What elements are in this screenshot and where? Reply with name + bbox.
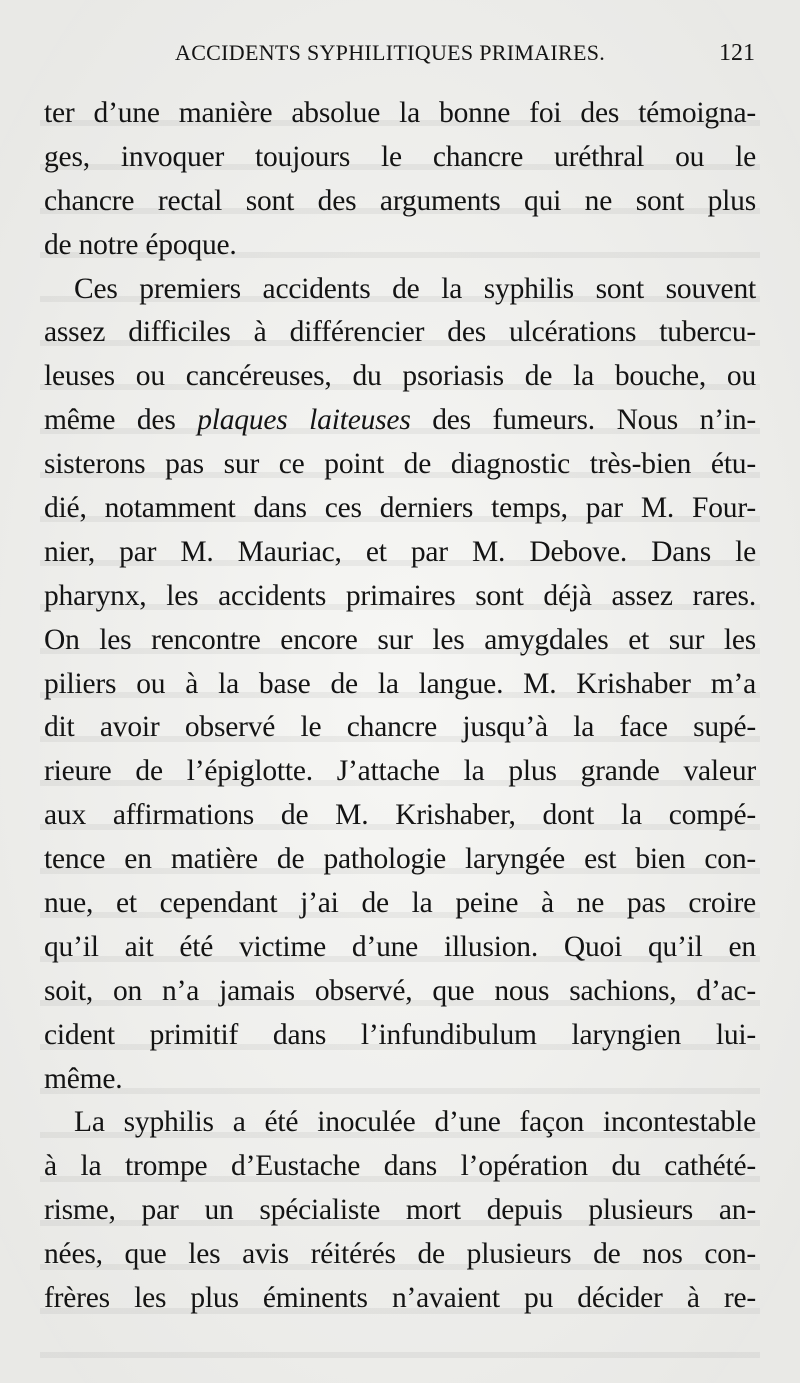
text-line: cident primitif dans l’infundibulum laryngien lui- (44, 1018, 756, 1051)
text-line: de notre époque. (44, 228, 237, 261)
text-line: rieure de l’épiglotte. J’attache la plus grande valeur (44, 755, 756, 788)
text-line: soit, on n’a jamais observé, que nous sachions, d’ac- (44, 974, 756, 1007)
text-line: leuses ou cancéreuses, du psoriasis de la bouche, ou (44, 360, 756, 393)
italic-term: plaques laiteuses (197, 404, 411, 437)
text-line: risme, par un spécialiste mort depuis plusieurs an- (44, 1194, 756, 1227)
text-line: tence en matière de pathologie laryngée est bien con- (44, 843, 756, 876)
text-line: On les rencontre encore sur les amygdales et sur les (44, 623, 756, 656)
running-title: ACCIDENTS SYPHILITIQUES PRIMAIRES. (175, 40, 606, 65)
text-line: aux affirmations de M. Krishaber, dont la compé- (44, 799, 756, 832)
paragraph-1 (44, 92, 756, 268)
paragraph-2 (44, 268, 756, 1102)
text-segment: même des (44, 404, 198, 437)
text-line: même. (44, 1062, 123, 1095)
text-line: nées, que les avis réitérés de plusieurs de nos con- (44, 1238, 756, 1271)
paragraph-3 (44, 1101, 756, 1320)
text-line: dit avoir observé le chancre jusqu’à la face supé- (44, 711, 756, 744)
text-line: La syphilis a été inoculée d’une façon incontestable (74, 1106, 756, 1139)
text-line: dié, notamment dans ces derniers temps, par M. Four- (44, 492, 756, 525)
text-line: nue, et cependant j’ai de la peine à ne pas croire (44, 887, 756, 920)
text-line: assez difficiles à différencier des ulcérations tubercu- (44, 316, 756, 349)
body-text (44, 92, 756, 1321)
text-line: qu’il ait été victime d’une illusion. Quoi qu’il en (44, 930, 756, 963)
text-line: sisterons pas sur ce point de diagnostic très-bien étu- (44, 448, 756, 481)
text-line: piliers ou à la base de la langue. M. Krishaber m’a (44, 667, 756, 700)
text-line: à la trompe d’Eustache dans l’opération du cathété- (44, 1150, 756, 1183)
text-segment: des fumeurs. Nous n’in- (410, 404, 756, 437)
text-line-with-italic (44, 399, 756, 443)
text-line: nier, par M. Mauriac, et par M. Debove. Dans le (44, 535, 756, 568)
text-line: Ces premiers accidents de la syphilis sont souvent (74, 272, 756, 305)
text-line: pharynx, les accidents primaires sont déjà assez rares. (44, 579, 756, 612)
text-line: ges, invoquer toujours le chancre uréthral ou le (44, 140, 756, 173)
text-line: ter d’une manière absolue la bonne foi des témoigna- (44, 97, 756, 129)
page-header (175, 40, 755, 80)
text-line: frères les plus éminents n’avaient pu décider à re- (44, 1282, 756, 1315)
text-line: chancre rectal sont des arguments qui ne sont plus (44, 184, 756, 217)
page-number: 121 (719, 40, 755, 66)
